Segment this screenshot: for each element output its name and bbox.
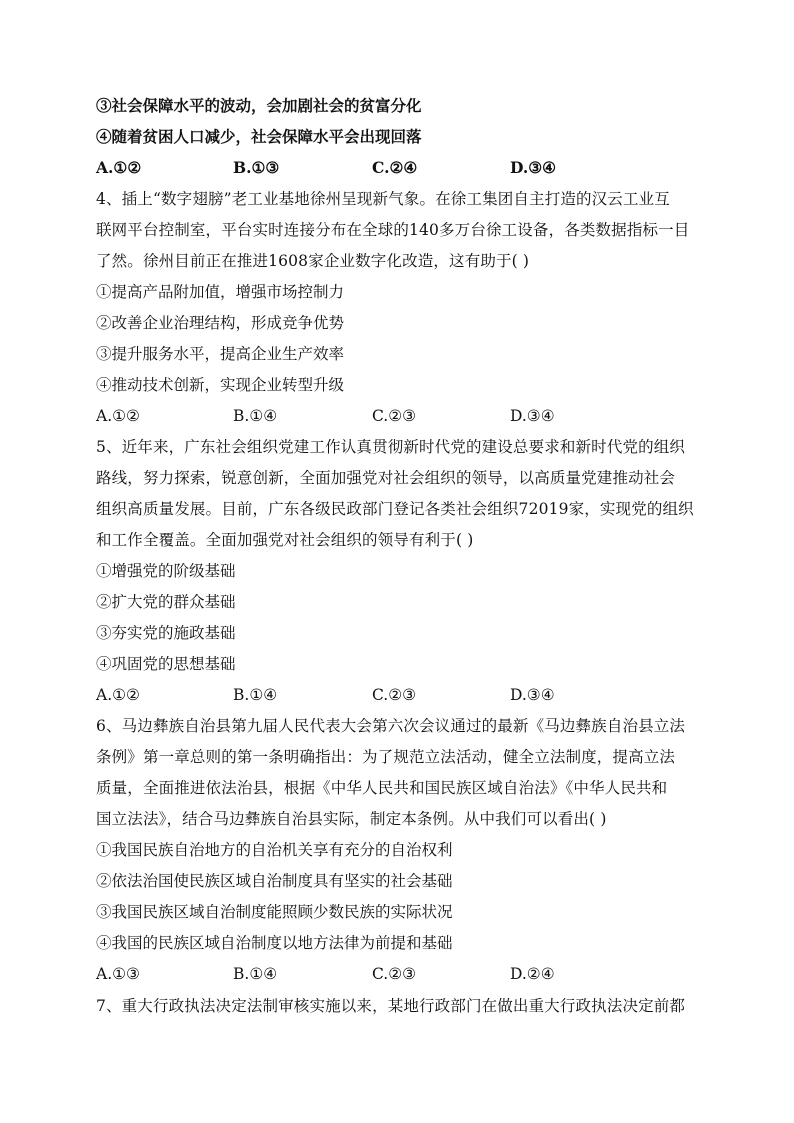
q4-statement-4: ④推动技术创新，实现企业转型升级 [96, 376, 345, 394]
q3-option-d: D.③④ [510, 158, 557, 177]
q5-statement-4: ④巩固党的思想基础 [96, 655, 236, 673]
q5-option-c: C.②③ [372, 686, 417, 704]
q5-stem-line-4: 和工作全覆盖。全面加强党对社会组织的领导有利于( ) [96, 531, 474, 549]
q5-statement-2: ②扩大党的群众基础 [96, 593, 236, 611]
q3-options [96, 158, 696, 178]
q4-stem-line-3: 了然。徐州目前正在推进1608家企业数字化改造，这有助于( ) [96, 252, 530, 270]
q4-stem-line-1: 4、插上“数字翅膀”老工业基地徐州呈现新气象。在徐工集团自主打造的汉云工业互 [96, 190, 670, 208]
q6-statement-2: ②依法治国使民族区域自治制度具有坚实的社会基础 [96, 872, 453, 890]
q4-statement-1: ①提高产品附加值，增强市场控制力 [96, 283, 345, 301]
q4-stem-line-2: 联网平台控制室，平台实时连接分布在全球的140多万台徐工设备，各类数据指标一目 [96, 221, 690, 239]
q5-stem-line-1: 5、近年来，广东社会组织党建工作认真贯彻新时代党的建设总要求和新时代党的组织 [96, 438, 686, 456]
q4-option-a: A.①② [96, 407, 140, 425]
q6-option-a: A.①③ [96, 965, 140, 983]
q4-statement-2: ②改善企业治理结构，形成竞争优势 [96, 314, 345, 332]
q6-statement-3: ③我国民族区域自治制度能照顾少数民族的实际状况 [96, 903, 453, 921]
q6-statement-1: ①我国民族自治地方的自治机关享有充分的自治权利 [96, 841, 453, 859]
q3-option-b: B.①③ [233, 158, 280, 177]
q6-stem-line-3: 质量，全面推进依法治县，根据《中华人民共和国民族区域自治法》《中华人民共和 [96, 779, 668, 797]
q6-option-d: D.②④ [510, 965, 555, 983]
q4-option-c: C.②③ [372, 407, 417, 425]
q6-option-c: C.②③ [372, 965, 417, 983]
q3-statement-3: ③社会保障水平的波动，会加剧社会的贫富分化 [96, 96, 422, 115]
q6-option-b: B.①④ [233, 965, 278, 983]
q5-stem-line-3: 组织高质量发展。目前，广东各级民政部门登记各类社会组织72019家，实现党的组织 [96, 500, 694, 518]
q6-statement-4: ④我国的民族区域自治制度以地方法律为前提和基础 [96, 934, 453, 952]
q5-option-b: B.①④ [233, 686, 278, 704]
q5-statement-1: ①增强党的阶级基础 [96, 562, 236, 580]
q4-statement-3: ③提升服务水平，提高企业生产效率 [96, 345, 345, 363]
q6-stem-line-1: 6、马边彝族自治县第九届人民代表大会第六次会议通过的最新《马边彝族自治县立法 [96, 717, 686, 735]
q4-option-d: D.③④ [510, 407, 555, 425]
q5-option-a: A.①② [96, 686, 140, 704]
q5-option-d: D.③④ [510, 686, 555, 704]
q4-option-b: B.①④ [233, 407, 278, 425]
q4-options [96, 406, 696, 426]
q5-stem-line-2: 路线，努力探索，锐意创新，全面加强党对社会组织的领导，以高质量党建推动社会 [96, 469, 676, 487]
q6-options [96, 964, 696, 984]
q3-option-c: C.②④ [372, 158, 418, 177]
q6-stem-line-4: 国立法法》，结合马边彝族自治县实际，制定本条例。从中我们可以看出( ) [96, 810, 607, 828]
q7-stem-line-1: 7、重大行政执法决定法制审核实施以来，某地行政部门在做出重大行政执法决定前都 [96, 997, 686, 1015]
q5-statement-3: ③夯实党的施政基础 [96, 624, 236, 642]
q3-statement-4: ④随着贫困人口减少，社会保障水平会出现回落 [96, 127, 422, 146]
q6-stem-line-2: 条例》第一章总则的第一条明确指出：为了规范立法活动，健全立法制度，提高立法 [96, 748, 676, 766]
q5-options [96, 685, 696, 705]
q3-option-a: A.①② [96, 158, 142, 177]
